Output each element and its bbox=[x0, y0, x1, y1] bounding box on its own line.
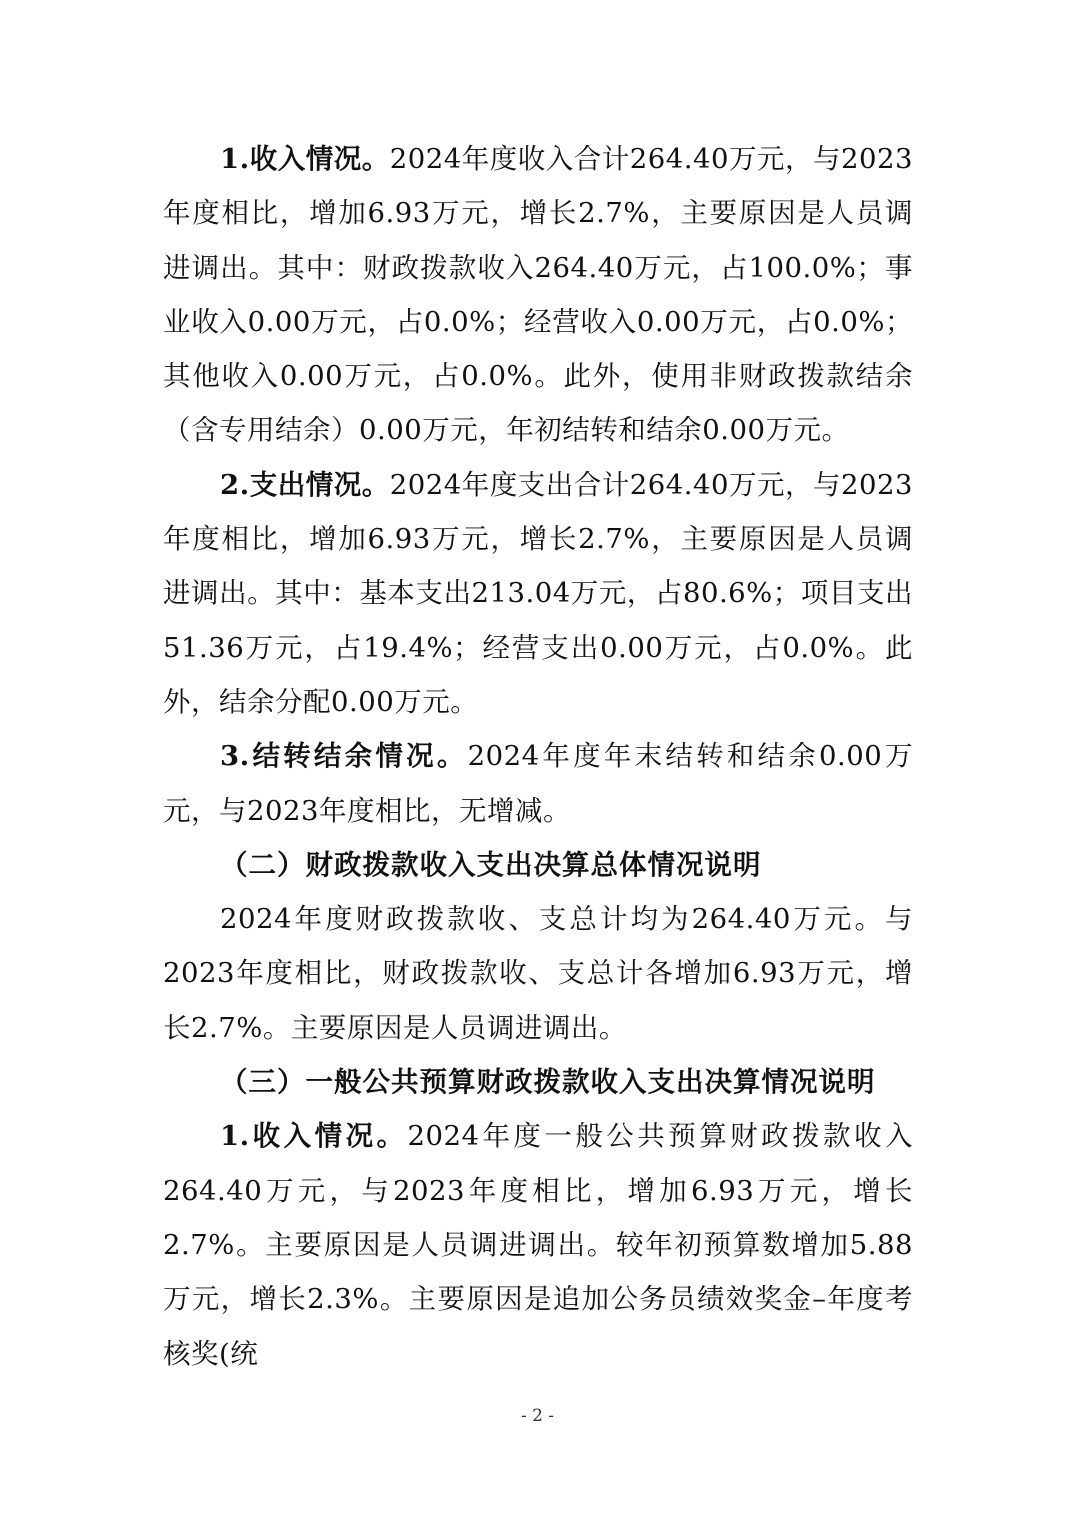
income-paragraph bbox=[163, 132, 913, 458]
expenditure-text: 2024年度支出合计264.40万元，与2023年度相比，增加6.93万元，增长2.7%，主要原因是人员调进调出。其中：基本支出213.04万元，占80.6%；项目支出51.36万元，占19.4%；经营支出0.00万元，占0.0%。此外，结余分配0.00万元。 bbox=[163, 468, 913, 718]
balance-paragraph bbox=[163, 729, 913, 838]
general-budget-income-lead: 1.收入情况。 bbox=[220, 1120, 408, 1153]
balance-text: 2024年度年末结转和结余0.00万元，与2023年度相比，无增减。 bbox=[163, 740, 913, 827]
section-two-heading: （二）财政拨款收入支出决算总体情况说明 bbox=[220, 848, 762, 881]
fiscal-total-text: 2024年度财政拨款收、支总计均为264.40万元。与2023年度相比，财政拨款收、支总计各增加6.93万元，增长2.7%。主要原因是人员调进调出。 bbox=[163, 903, 913, 1044]
balance-lead: 3.结转结余情况。 bbox=[220, 740, 468, 773]
income-lead: 1.收入情况。 bbox=[220, 143, 390, 175]
general-budget-income-paragraph bbox=[163, 1109, 913, 1380]
income-text: 2024年度收入合计264.40万元，与2023年度相比，增加6.93万元，增长2.7%，主要原因是人员调进调出。其中：财政拨款收入264.40万元，占100.0%；事业收入0.00万元，占0.0%；经营收入0.00万元，占0.0%；其他收入0.00万元，占0.0%。此外，使用非财政拨款结余（含专用结余）0.00万元，年初结转和结余0.00万元。 bbox=[163, 143, 913, 447]
document-body bbox=[163, 132, 913, 1381]
fiscal-total-paragraph bbox=[163, 892, 913, 1055]
expenditure-paragraph bbox=[163, 458, 913, 729]
page-number: - 2 - bbox=[520, 1406, 555, 1426]
general-budget-income-text: 2024年度一般公共预算财政拨款收入264.40万元，与2023年度相比，增加6.93万元，增长2.7%。主要原因是人员调进调出。较年初预算数增加5.88万元，增长2.3%。主要原因是追加公务员绩效奖金–年度考核奖(统 bbox=[163, 1120, 914, 1370]
section-three-heading: （三）一般公共预算财政拨款收入支出决算情况说明 bbox=[220, 1066, 876, 1099]
expenditure-lead: 2.支出情况。 bbox=[220, 468, 390, 501]
